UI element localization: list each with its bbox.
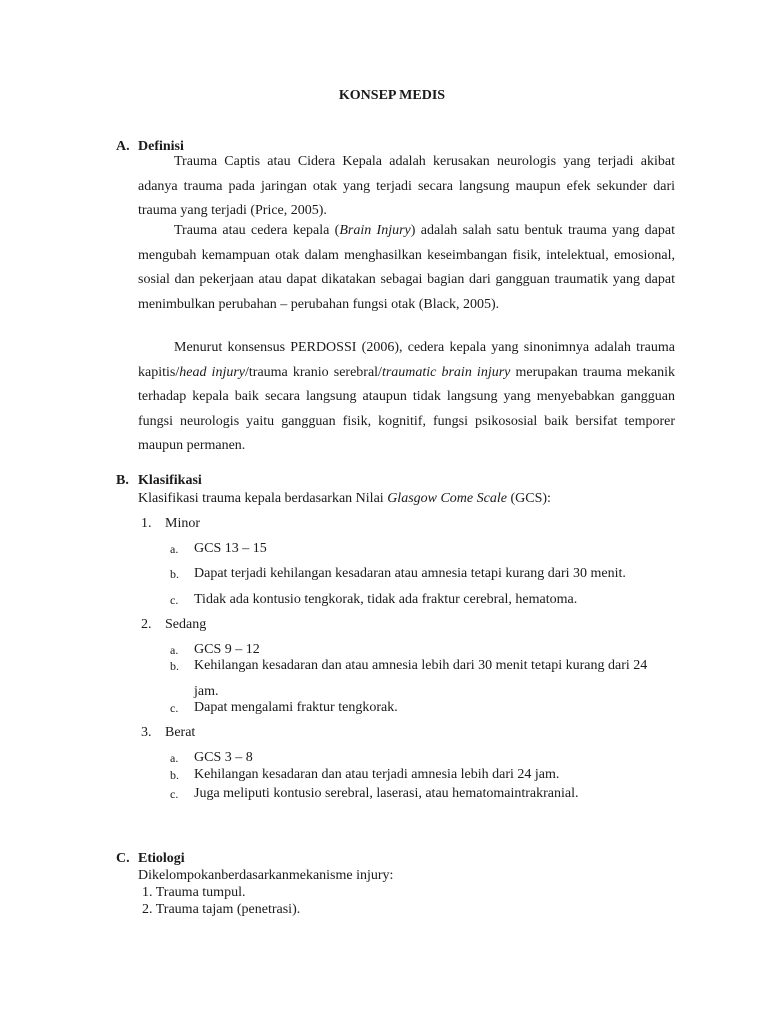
list-number: 1. [141,516,152,531]
list-label: Berat [165,725,196,740]
sub-item-text: GCS 9 – 12 [194,642,260,657]
list-number: 3. [141,725,152,740]
sub-item [170,541,675,557]
sub-item-text: Juga meliputi kontusio serebral, laserasi, atau hematomaintrakranial. [194,786,579,801]
intro-text: (GCS): [506,491,551,506]
list-label: Minor [165,516,200,531]
etiologi-intro: Dikelompokanberdasarkanmekanisme injury: [138,868,394,883]
paragraph-definisi-2 [138,219,675,317]
sub-item-text: Kehilangan kesadaran dan atau terjadi amnesia lebih dari 24 jam. [194,767,560,782]
section-letter: C. [116,851,130,866]
sub-item [170,592,675,608]
sub-item-text: GCS 3 – 8 [194,750,253,765]
sub-item [170,653,675,705]
paragraph-text: Trauma atau cedera kepala ( [174,223,340,238]
list-item-minor [141,516,200,532]
sub-item-text: GCS 13 – 15 [194,541,267,556]
sub-item-letter: a. [170,542,179,556]
sub-item-letter: b. [170,567,179,581]
sub-item [170,700,675,716]
paragraph-emphasis: traumatic brain injury [381,364,511,380]
sub-item [170,786,675,802]
sub-item-text: Dapat mengalami fraktur tengkorak. [194,700,398,715]
intro-emphasis: Glasgow Come Scale [387,491,507,506]
sub-item-letter: c. [170,593,179,607]
sub-item-letter: c. [170,701,179,715]
page-title: KONSEP MEDIS [338,88,446,103]
klasifikasi-intro [138,491,551,507]
paragraph-text: /trauma kranio serebral/ [245,364,382,380]
paragraph-text: merupakan trauma mekanik terhadap kepala baik secara langsung ataupun tidak langsung yang menyebabkan gangguan fungsi neurologis yaitu gangguan fisik, kognitif, fungsi psikososial baik bersifat temporer maupun permanen. [138,364,675,453]
sub-item-letter: a. [170,751,179,765]
paragraph-text: Menurut konsensus PERDOSSI (2006), cedera kepala yang sinonimnya adalah trauma kapitis/ [138,340,675,380]
sub-item [170,750,675,766]
paragraph-emphasis: head injury [179,364,245,380]
section-title: Definisi [138,139,184,154]
list-item: 2. Trauma tajam (penetrasi). [142,902,301,917]
list-item: 1. Trauma tumpul. [142,885,246,900]
sub-item [170,767,675,783]
paragraph-definisi-3 [138,336,675,459]
sub-item-text: Dapat terjadi kehilangan kesadaran atau amnesia tetapi kurang dari 30 menit. [194,566,626,581]
list-number: 2. [141,617,152,632]
section-heading-klasifikasi [116,473,202,489]
section-letter: B. [116,473,129,488]
section-heading-etiologi [116,851,185,867]
sub-item-letter: b. [170,768,179,782]
paragraph-emphasis: Brain Injury [339,223,411,238]
list-item-sedang [141,617,206,633]
paragraph-text: ) adalah salah satu bentuk trauma yang dapat mengubah kemampuan otak dalam menghasilkan keseimbangan fisik, intelektual, emosional, sosial dan pekerjaan atau dapat dikatakan sebagai bagian dari gangguan traumatik yang dapat menimbulkan perubahan – perubahan fungsi otak (Black, 2005). [138,223,675,312]
sub-item-letter: c. [170,787,179,801]
section-letter: A. [116,139,130,154]
intro-text: Klasifikasi trauma kepala berdasarkan Nilai [138,491,388,506]
sub-item-text: Tidak ada kontusio tengkorak, tidak ada fraktur cerebral, hematoma. [194,592,578,607]
sub-item-text: Kehilangan kesadaran dan atau amnesia lebih dari 30 menit tetapi kurang dari 24 jam. [194,658,648,699]
sub-item-letter: a. [170,643,179,657]
list-item-berat [141,725,195,741]
section-title: Etiologi [138,851,185,866]
list-label: Sedang [165,617,207,632]
paragraph-definisi-1: Trauma Captis atau Cidera Kepala adalah kerusakan neurologis yang terjadi akibat adanya trauma pada jaringan otak yang terjadi secara langsung maupun efek sekunder dari trauma yang terjadi (Price, 2005). [138,154,675,218]
section-title: Klasifikasi [138,473,202,488]
sub-item [170,566,675,582]
sub-item-letter: b. [170,659,179,673]
